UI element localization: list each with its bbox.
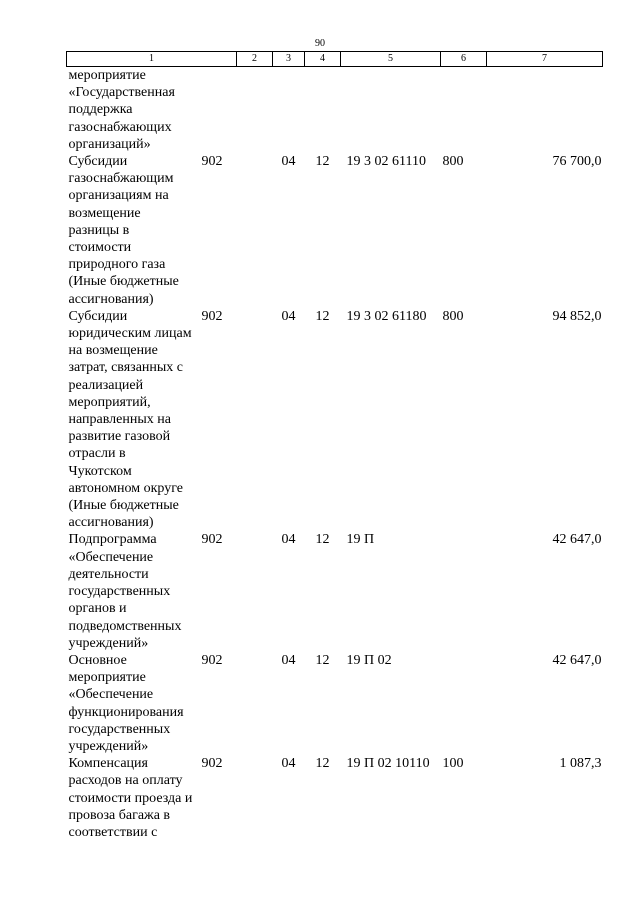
page-number: 90 bbox=[315, 38, 325, 49]
admin-code: 902 bbox=[201, 308, 223, 324]
target-article: 19 3 02 61110 bbox=[346, 154, 426, 170]
row-name-line: юридическим лицам bbox=[68, 326, 192, 342]
section-code: 04 bbox=[281, 308, 296, 324]
amount: 94 852,0 bbox=[552, 308, 602, 324]
row-name-line: Основное bbox=[68, 652, 127, 668]
row-name-line: учреждений» bbox=[68, 738, 149, 754]
admin-code: 902 bbox=[201, 154, 223, 170]
table-header bbox=[67, 52, 603, 67]
row-name-line: расходов на оплату bbox=[68, 773, 183, 789]
table-row bbox=[67, 652, 603, 755]
section-code: 04 bbox=[281, 154, 296, 170]
row-name-line: подведомственных bbox=[68, 618, 182, 634]
row-name-line: мероприятий, bbox=[68, 394, 151, 410]
target-article: 19 П bbox=[346, 532, 375, 548]
row-name-line: (Иные бюджетные bbox=[68, 274, 179, 290]
row-name-line: отрасли в bbox=[68, 446, 126, 462]
row-name-line: ассигнования) bbox=[68, 291, 154, 307]
budget-table bbox=[66, 51, 603, 841]
admin-code bbox=[202, 67, 238, 154]
table-row bbox=[67, 531, 603, 651]
row-name-line: мероприятие bbox=[68, 68, 146, 83]
row-name-line: автономном округе bbox=[68, 480, 183, 496]
row-name-line: (Иные бюджетные bbox=[68, 498, 179, 514]
row-name-line: деятельности bbox=[68, 566, 149, 582]
row-name-line: «Государственная bbox=[68, 85, 175, 101]
amount: 42 647,0 bbox=[552, 532, 602, 548]
row-name-line: учреждений» bbox=[68, 635, 149, 651]
row-name-line: государственных bbox=[68, 721, 171, 737]
row-name-line: организациям на bbox=[68, 188, 169, 204]
table-row bbox=[67, 755, 603, 841]
row-name-line: газоснабжающих bbox=[68, 119, 172, 135]
row-name-line: на возмещение bbox=[68, 343, 158, 359]
row-name-line: возмещение bbox=[68, 205, 141, 221]
expense-type: 800 bbox=[442, 308, 464, 324]
row-name-line: разницы в bbox=[68, 222, 130, 238]
expense-type: 100 bbox=[442, 756, 464, 772]
row-name-line: стоимости bbox=[68, 240, 132, 256]
target-article: 19 П 02 10110 bbox=[346, 756, 430, 772]
expense-type: 800 bbox=[442, 154, 464, 170]
row-name-line: Подпрограмма bbox=[68, 532, 157, 548]
row-name-line: природного газа bbox=[68, 257, 166, 273]
row-name-line: реализацией bbox=[68, 377, 144, 393]
row-name-line: затрат, связанных с bbox=[68, 360, 184, 376]
subsection-code: 12 bbox=[315, 532, 330, 548]
section-code bbox=[273, 67, 305, 154]
table-row bbox=[67, 67, 603, 154]
table-body bbox=[67, 67, 603, 842]
target-article: 19 3 02 61180 bbox=[346, 308, 427, 324]
table-row bbox=[67, 153, 603, 308]
column-header-2: 2 bbox=[237, 52, 273, 67]
admin-code: 902 bbox=[201, 652, 223, 668]
subsection-code: 12 bbox=[315, 308, 330, 324]
amount: 76 700,0 bbox=[552, 154, 602, 170]
expense-type bbox=[441, 531, 487, 651]
row-name-line: функционирования bbox=[68, 704, 184, 720]
row-name-line: Чукотском bbox=[68, 463, 132, 479]
row-name-line: мероприятие bbox=[68, 670, 146, 686]
section-code: 04 bbox=[281, 652, 296, 668]
admin-code: 902 bbox=[201, 532, 223, 548]
section-code: 04 bbox=[281, 756, 296, 772]
table-row bbox=[67, 308, 603, 532]
amount bbox=[487, 67, 603, 154]
row-name-line: «Обеспечение bbox=[68, 549, 154, 565]
expense-type bbox=[441, 67, 487, 154]
row-name-line: организаций» bbox=[68, 136, 151, 152]
row-name-line: поддержка bbox=[68, 102, 133, 118]
row-name-line: Субсидии bbox=[68, 154, 128, 170]
target-article: 19 П 02 bbox=[346, 652, 392, 668]
row-name-line: органов и bbox=[68, 601, 127, 617]
row-name-line: газоснабжающим bbox=[68, 171, 174, 187]
subsection-code: 12 bbox=[315, 652, 330, 668]
amount: 42 647,0 bbox=[552, 652, 602, 668]
row-name-line: соответствии с bbox=[68, 824, 158, 840]
subsection-code bbox=[305, 67, 341, 154]
row-name-line: направленных на bbox=[68, 412, 171, 428]
subsection-code: 12 bbox=[315, 756, 330, 772]
row-name-line: государственных bbox=[68, 584, 171, 600]
row-name-line: стоимости проезда и bbox=[68, 790, 193, 806]
column-header-6: 6 bbox=[441, 52, 487, 67]
column-header-3: 3 bbox=[273, 52, 305, 67]
section-code: 04 bbox=[281, 532, 296, 548]
admin-code: 902 bbox=[201, 756, 223, 772]
column-header-4: 4 bbox=[305, 52, 341, 67]
row-name-line: «Обеспечение bbox=[68, 687, 154, 703]
row-name-line: Субсидии bbox=[68, 308, 128, 324]
target-article bbox=[341, 67, 441, 154]
amount: 1 087,3 bbox=[559, 756, 602, 772]
subsection-code: 12 bbox=[315, 154, 330, 170]
column-header-1: 1 bbox=[67, 52, 237, 67]
row-name-line: провоза багажа в bbox=[68, 807, 171, 823]
column-header-7: 7 bbox=[487, 52, 603, 67]
row-name-line: Компенсация bbox=[68, 756, 148, 772]
row-name-line: ассигнования) bbox=[68, 515, 154, 531]
row-name-line: развитие газовой bbox=[68, 429, 171, 445]
expense-type bbox=[441, 652, 487, 755]
column-header-5: 5 bbox=[341, 52, 441, 67]
